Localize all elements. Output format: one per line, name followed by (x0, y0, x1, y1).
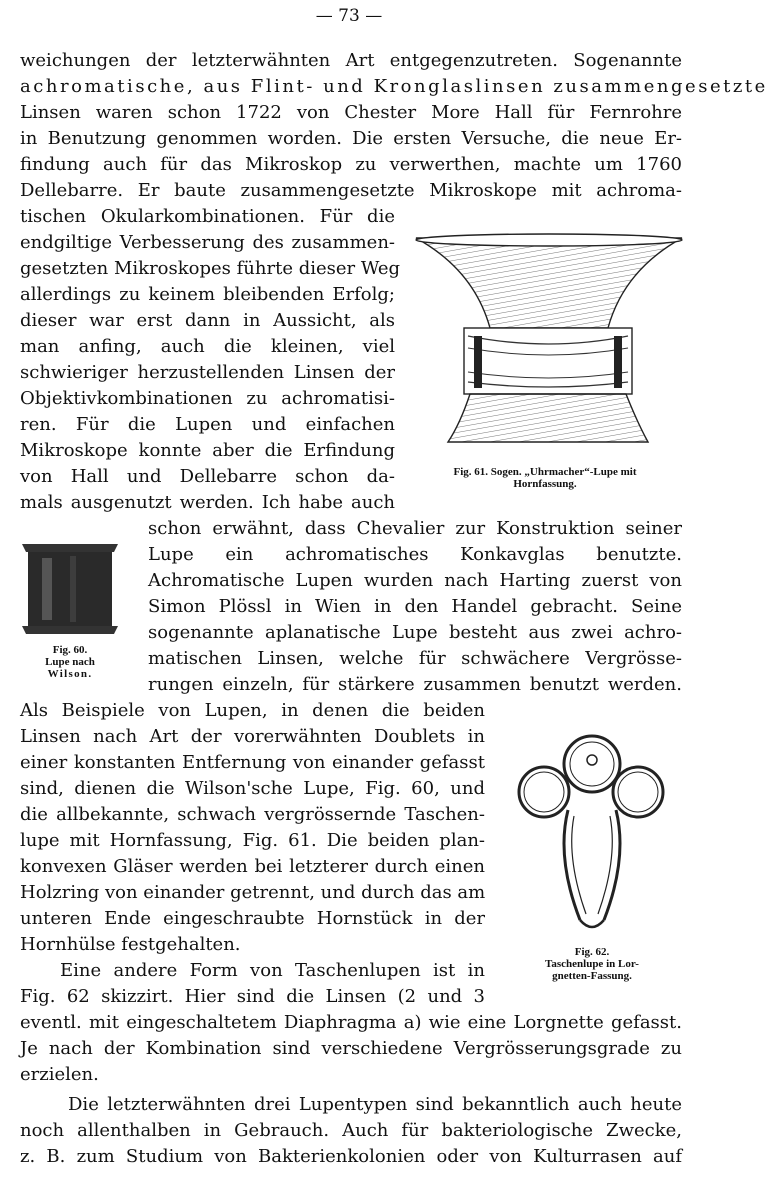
text-line: unteren Ende eingeschraubte Hornstück in der (20, 908, 485, 929)
text-line: von Hall und Dellebarre schon da- (20, 466, 395, 487)
text-line: z. B. zum Studium von Bakterienkolonien oder von Kulturrasen auf (20, 1146, 682, 1167)
text-line: endgiltige Verbesserung des zusammen- (20, 232, 395, 253)
text-line: in Benutzung genommen worden. Die ersten Versuche, die neue Er- (20, 128, 682, 149)
figure-caption: Lupe nach (45, 656, 95, 668)
text-line: Dellebarre. Er baute zusammengesetzte Mikroskope mit achroma- (20, 180, 682, 201)
figure-caption: Hornfassung. (513, 478, 577, 490)
text-line: Mikroskope konnte aber die Erfindung (20, 440, 395, 461)
text-line: matischen Linsen, welche für schwächere Vergrösse- (148, 648, 682, 669)
text-line: findung auch für das Mikroskop zu verwerthen, machte um 1760 (20, 154, 682, 175)
text-line: eventl. mit eingeschaltetem Diaphragma a) wie eine Lorgnette gefasst. (20, 1012, 682, 1033)
text-line: Simon Plössl in Wien in den Handel gebracht. Seine (148, 596, 682, 617)
text-line: noch allenthalben in Gebrauch. Auch für bakteriologische Zwecke, (20, 1120, 682, 1141)
text-line: lupe mit Hornfassung, Fig. 61. Die beiden plan- (20, 830, 485, 851)
text-line: schon erwähnt, dass Chevalier zur Konstruktion seiner (148, 518, 682, 539)
text-line: Lupe ein achromatisches Konkavglas benutzte. (148, 544, 682, 565)
text-line: konvexen Gläser werden bei letzterer durch einen (20, 856, 485, 877)
text-line: Objektivkombinationen zu achromatisi- (20, 388, 395, 409)
text-line: Die letzterwähnten drei Lupentypen sind bekanntlich auch heute (68, 1094, 682, 1115)
lorgnette-loupe-figure (508, 730, 676, 940)
figure-caption: Fig. 61. Sogen. „Uhrmacher“-Lupe mit (453, 466, 637, 478)
text-line: schwieriger herzustellenden Linsen der (20, 362, 395, 383)
text-line: Als Beispiele von Lupen, in denen die beiden (20, 700, 485, 721)
figure-caption: Taschenlupe in Lor- (545, 958, 639, 970)
text-line: Je nach der Kombination sind verschiedene Vergrösserungsgrade zu (20, 1038, 682, 1059)
text-line: Holzring von einander getrennt, und durch das am (20, 882, 486, 903)
figure-caption: gnetten-Fassung. (552, 970, 632, 982)
wilson-loupe-figure (20, 540, 120, 636)
text-line: Hornhülse festgehalten. (20, 934, 241, 955)
text-line: man anfing, auch die kleinen, viel (20, 336, 395, 357)
text-line: einer konstanten Entfernung von einander gefasst (20, 752, 485, 773)
page-number: — 73 — (315, 6, 383, 26)
text-line: weichungen der letzterwähnten Art entgegenzutreten. Sogenannte (20, 50, 682, 71)
text-line: sind, dienen die Wilson'sche Lupe, Fig. 60, und (20, 778, 485, 799)
text-line: mals ausgenutzt werden. Ich habe auch (20, 492, 395, 513)
text-line: allerdings zu keinem bleibenden Erfolg; (20, 284, 395, 305)
text-line: Achromatische Lupen wurden nach Harting zuerst von (148, 570, 682, 591)
text-line: Fig. 62 skizzirt. Hier sind die Linsen (2 und 3 (20, 986, 485, 1007)
text-line: achromatische, aus Flint- und Kronglaslinsen zusammengesetzte (20, 76, 768, 97)
text-line: die allbekannte, schwach vergrössernde Taschen- (20, 804, 485, 825)
text-line: sogenannte aplanatische Lupe besteht aus zwei achro- (148, 622, 682, 643)
text-line: Linsen nach Art der vorerwähnten Doublets in (20, 726, 485, 747)
text-line: gesetzten Mikroskopes führte dieser Weg (20, 258, 401, 279)
text-line: tischen Okularkombinationen. Für die (20, 206, 395, 227)
figure-caption: Fig. 60. (52, 644, 88, 656)
text-line: erzielen. (20, 1064, 99, 1085)
text-line: rungen einzeln, für stärkere zusammen benutzt werden. (148, 674, 682, 695)
text-line: Eine andere Form von Taschenlupen ist in (60, 960, 485, 981)
watchmaker-loupe-figure (412, 232, 686, 450)
text-line: Linsen waren schon 1722 von Chester More Hall für Fernrohre (20, 102, 682, 123)
text-line: ren. Für die Lupen und einfachen (20, 414, 395, 435)
figure-caption: Wilson. (47, 668, 93, 680)
figure-caption: Fig. 62. (574, 946, 610, 958)
text-line: dieser war erst dann in Aussicht, als (20, 310, 395, 331)
